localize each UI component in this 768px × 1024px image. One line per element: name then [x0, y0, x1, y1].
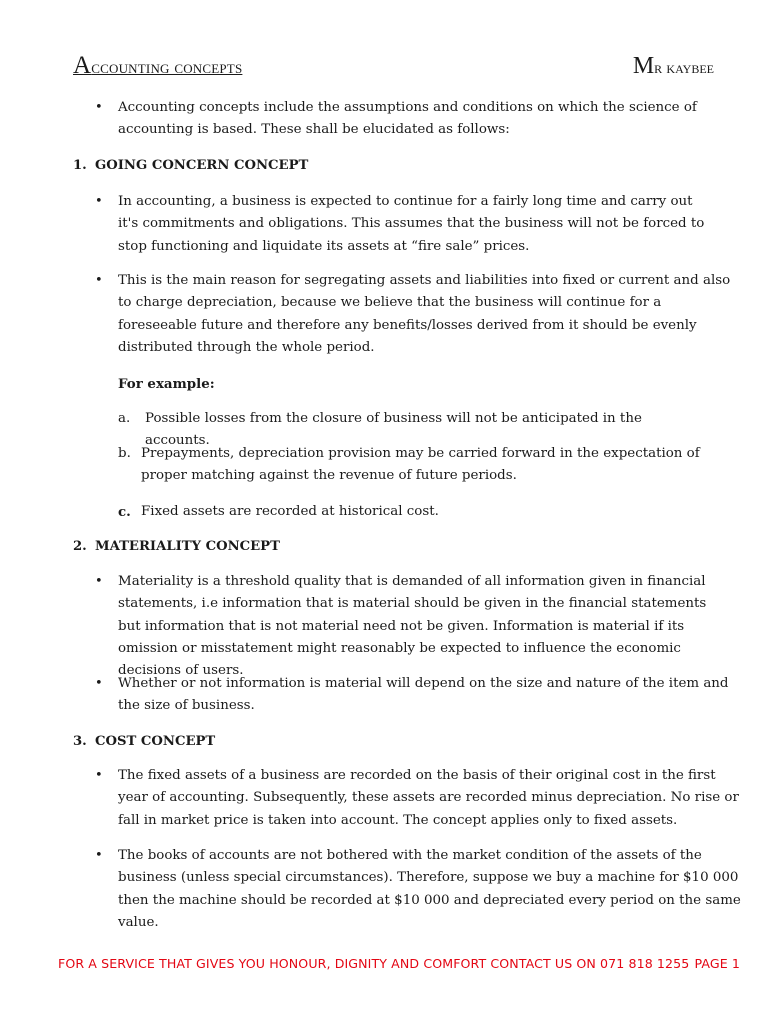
section-heading-cost: 3. COST CONCEPT — [73, 734, 216, 749]
bullet-icon: • — [95, 574, 103, 589]
footer-contact: FOR A SERVICE THAT GIVES YOU HONOUR, DIGNITY AND COMFORT CONTACT US ON 071 818 1255 — [58, 956, 690, 971]
bullet-icon: • — [95, 848, 103, 863]
bullet-icon: • — [95, 768, 103, 783]
section-heading-going-concern: 1. GOING CONCERN CONCEPT — [73, 158, 309, 173]
page-number: PAGE 1 — [694, 956, 740, 971]
bullet-icon: • — [95, 194, 103, 209]
cost-paragraph-2: The books of accounts are not bothered with the market condition of the assets of the business (unless special circumstances). Therefore, suppose we buy a machine for $10 000 then the machine should be recorded at $10 000 and depreciated every period on the same value. — [118, 848, 741, 930]
example-item-a: a. Possible losses from the closure of business will not be anticipated in the accounts. — [118, 411, 642, 449]
title-initial: A — [73, 52, 92, 79]
example-item-b: b. Prepayments, depreciation provision may be carried forward in the expectation of proper matching against the revenue of future periods. — [118, 446, 700, 484]
page-header — [73, 52, 714, 84]
going-concern-paragraph-2: This is the main reason for segregating assets and liabilities into fixed or current and also to charge depreciation, because we believe that the business will continue for a foreseeable future and therefore any benefits/losses derived from it should be evenly distributed through the whole period. — [118, 273, 731, 355]
intro-paragraph: Accounting concepts include the assumptions and conditions on which the science of accounting is based. These shall be elucidated as follows: — [118, 100, 697, 138]
bullet-icon: • — [95, 100, 103, 115]
going-concern-paragraph-1: In accounting, a business is expected to continue for a fairly long time and carry out it's commitments and obligations. This assumes that the business will not be forced to stop functioning and liquidate its assets at “fire sale” prices. — [118, 194, 705, 254]
document-title — [73, 52, 242, 80]
materiality-paragraph-1: Materiality is a threshold quality that is demanded of all information given in financial statements, i.e information that is material should be given in the financial statements but information that is not material need not be given. Information is material if its omission or misstatement might reasonably be expected to influence the economic decisions of users. — [118, 574, 707, 679]
author-rest: r kaybee — [654, 58, 714, 77]
author-initial: M — [632, 53, 655, 79]
example-item-c: c. Fixed assets are recorded at historical cost. — [118, 504, 439, 520]
example-label: For example: — [118, 376, 215, 392]
bullet-icon: • — [95, 273, 103, 288]
section-heading-materiality: 2. MATERIALITY CONCEPT — [73, 539, 280, 554]
bullet-icon: • — [95, 676, 103, 691]
title-rest: ccounting concepts — [91, 57, 243, 77]
author-name — [633, 53, 714, 80]
materiality-paragraph-2: Whether or not information is material will depend on the size and nature of the item and the size of business. — [118, 676, 729, 714]
cost-paragraph-1: The fixed assets of a business are recorded on the basis of their original cost in the first year of accounting. Subsequently, these assets are recorded minus depreciation. No rise or fall in market price is taken into account. The concept applies only to fixed assets. — [118, 768, 739, 828]
